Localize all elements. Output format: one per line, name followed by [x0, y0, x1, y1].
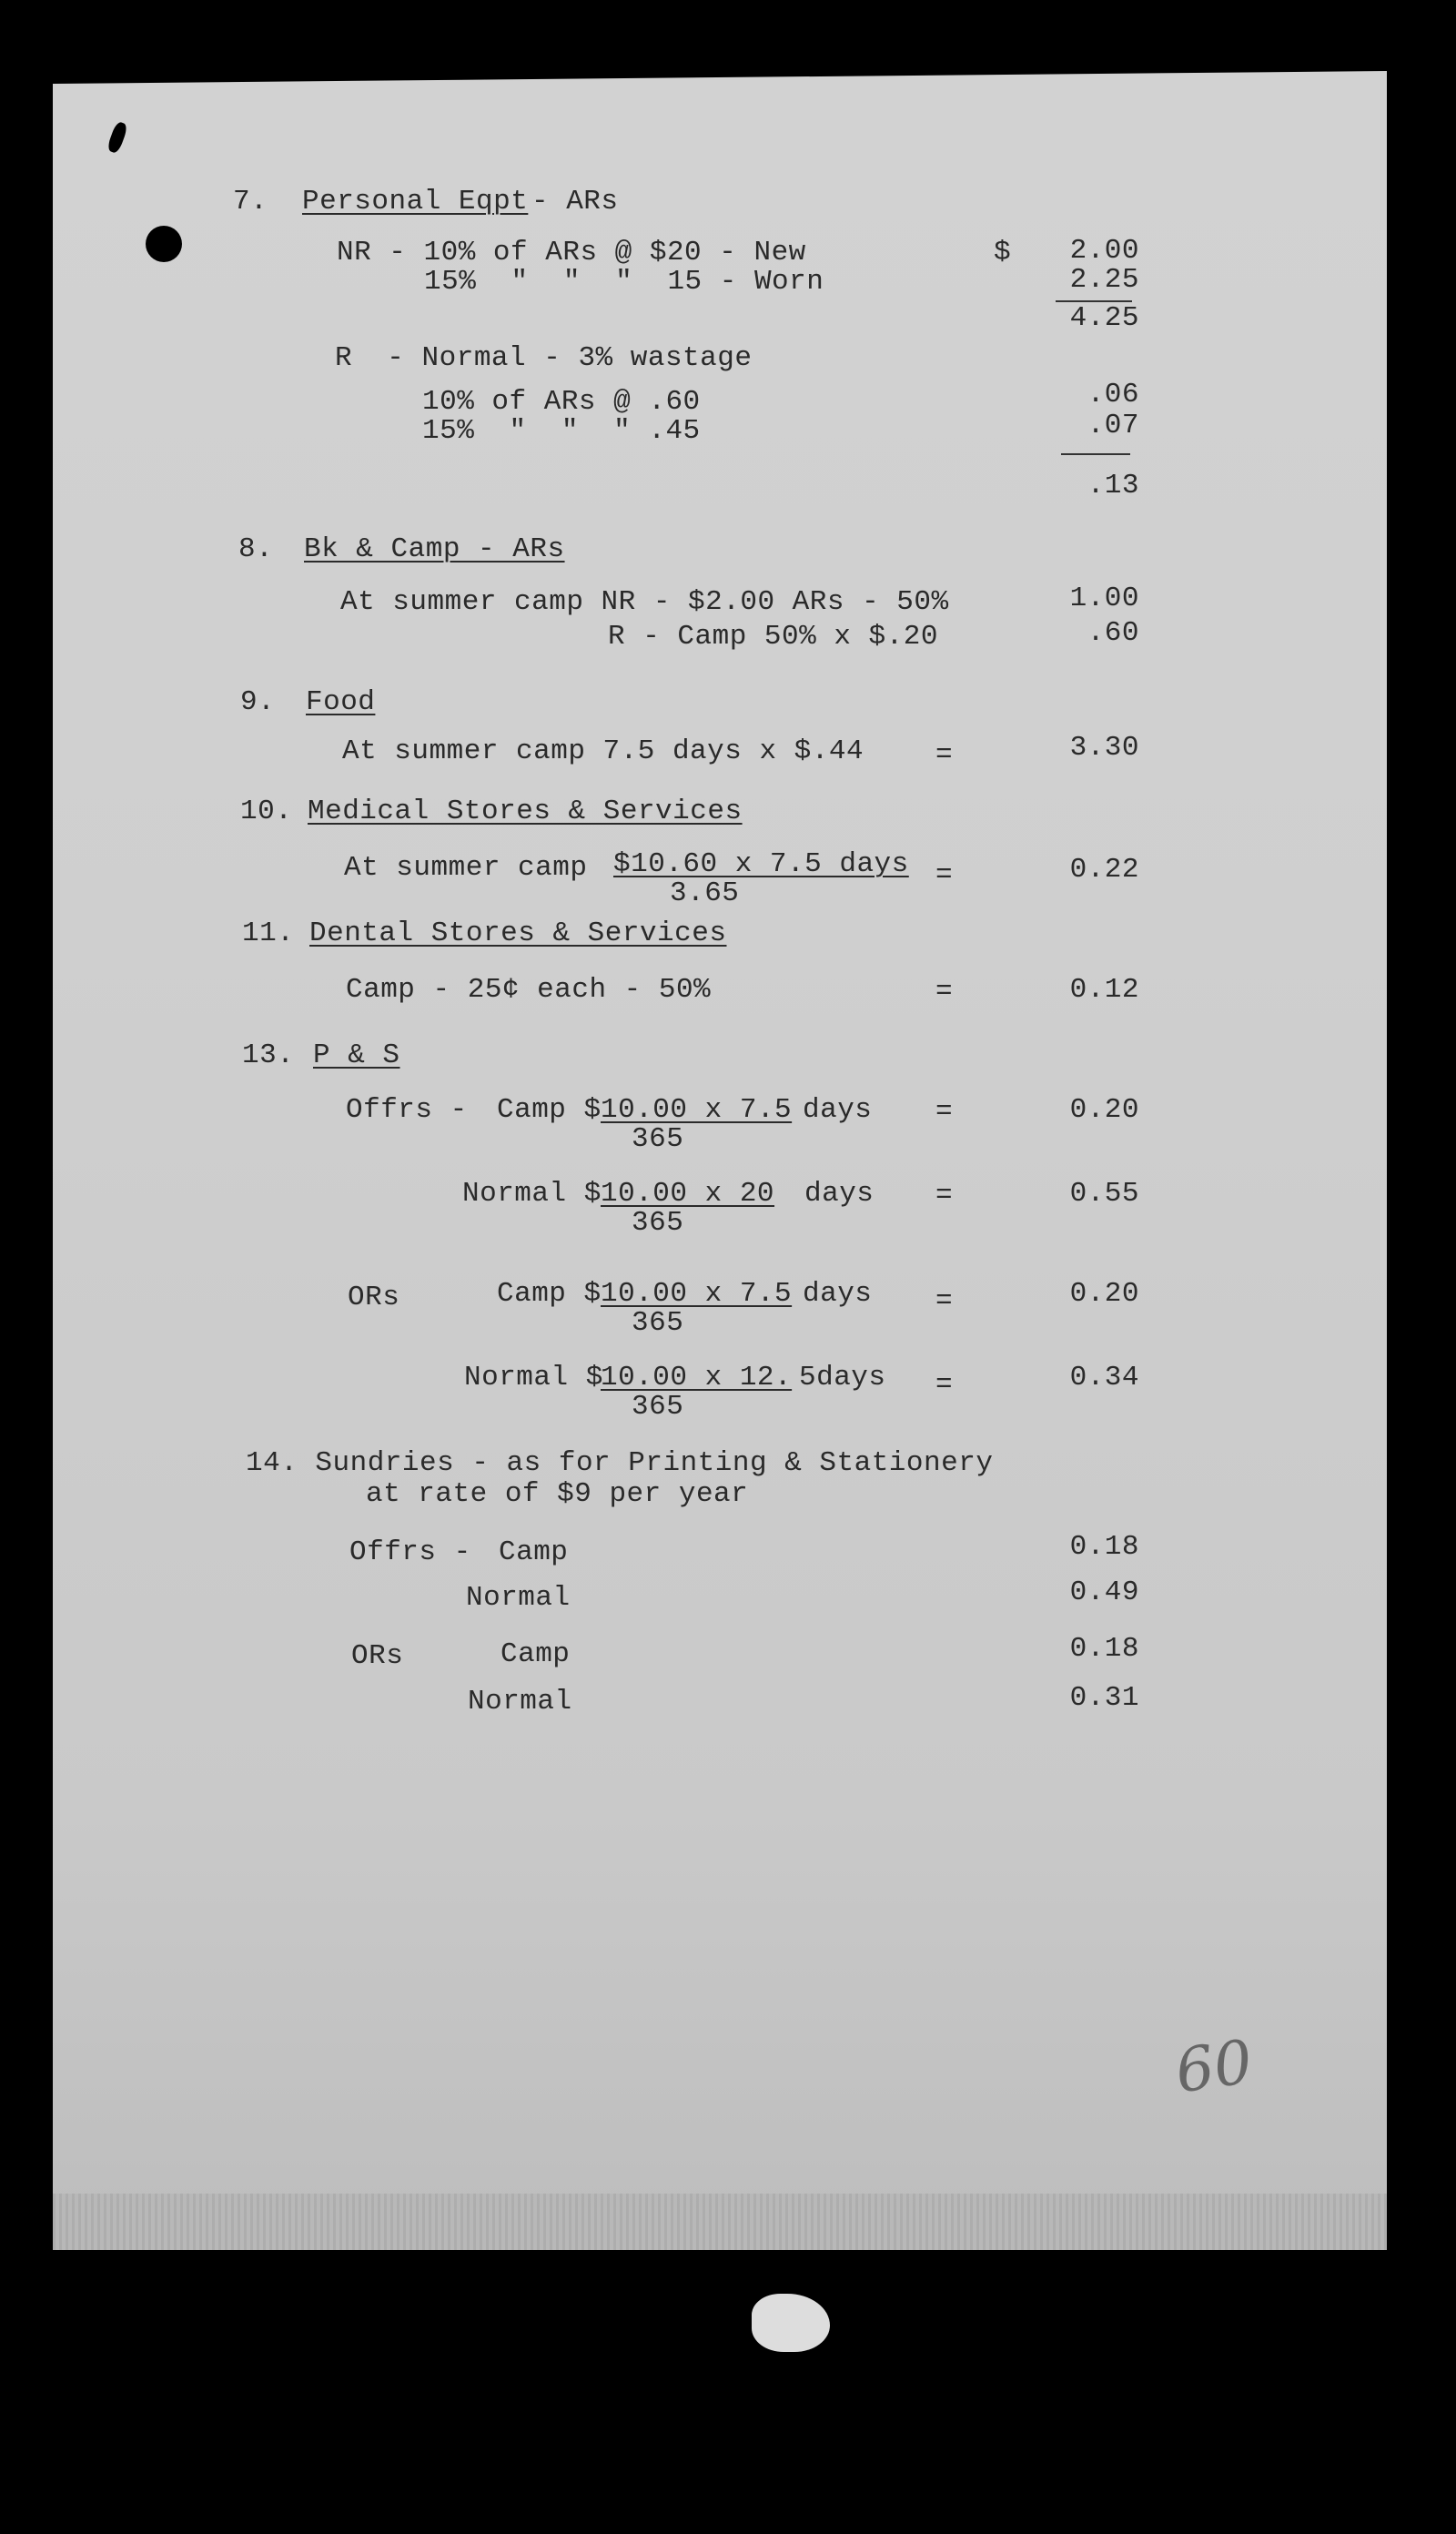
text-s7-r2: 15% " " " .45 [422, 415, 701, 447]
text-s13-title: P & S [313, 1039, 400, 1071]
text-s7-r1: 10% of ARs @ .60 [422, 386, 701, 418]
amount-a-018b: 0.18 [1069, 1633, 1139, 1665]
equals-eq-9: = [935, 739, 954, 771]
text-s9-num: 9. [240, 686, 276, 718]
text-s14-c2: Camp [500, 1638, 571, 1670]
amount-a-020b: 0.20 [1069, 1278, 1139, 1310]
amount-a-018a: 0.18 [1069, 1531, 1139, 1563]
amount-a-13: .13 [1087, 470, 1139, 502]
text-s7-dollar: $ [994, 237, 1012, 269]
text-s13-num: 13. [242, 1039, 295, 1071]
text-s13-b2: 10.00 x 20 [601, 1178, 775, 1210]
text-s7-num: 7. [233, 186, 268, 218]
amount-a-60: .60 [1087, 617, 1139, 649]
punch-hole-mark [146, 226, 182, 262]
text-s7-r: R - Normal - 3% wastage [335, 342, 753, 374]
amount-a-100: 1.00 [1069, 583, 1139, 614]
text-s13-b4: 365 [632, 1207, 684, 1239]
equals-eq-13d: = [935, 1369, 954, 1401]
amount-a-06: .06 [1087, 379, 1139, 411]
text-s13-c4: 365 [632, 1307, 684, 1339]
text-s13-a3: days [803, 1094, 873, 1126]
text-s8-l2: R - Camp 50% x $.20 [608, 621, 938, 653]
amount-a-425: 4.25 [1069, 302, 1139, 334]
scan-debris-mark [752, 2294, 830, 2352]
amount-a-020a: 0.20 [1069, 1094, 1139, 1126]
text-s13-b1: Normal $ [462, 1178, 602, 1210]
equals-eq-10: = [935, 859, 954, 891]
text-s13-a1: Camp $ [497, 1094, 602, 1126]
total-rule-1 [1056, 300, 1132, 302]
amount-a-225: 2.25 [1069, 264, 1139, 296]
total-rule-2 [1061, 453, 1130, 455]
text-s13-a4: 365 [632, 1123, 684, 1155]
text-s7-nr2: 15% " " " 15 - Worn [424, 266, 824, 298]
text-s13-a2: 10.00 x 7.5 [601, 1094, 793, 1126]
text-s13-offrs: Offrs - [346, 1094, 468, 1126]
equals-eq-11: = [935, 976, 954, 1008]
text-s14-l1: 14. Sundries - as for Printing & Stationery [246, 1447, 994, 1479]
text-s7-nr1: NR - 10% of ARs @ $20 - New [337, 237, 806, 269]
text-s8-l1: At summer camp NR - $2.00 ARs - 50% [340, 586, 949, 618]
amount-a-055: 0.55 [1069, 1178, 1139, 1210]
text-s11-title: Dental Stores & Services [309, 917, 727, 949]
text-s13-c1: Camp $ [497, 1278, 602, 1310]
text-s13-d2: 10.00 x 12. [601, 1362, 793, 1394]
text-s11-num: 11. [242, 917, 295, 949]
text-s13-d3: 5days [799, 1362, 886, 1394]
text-s14-l2: at rate of $9 per year [366, 1478, 749, 1510]
text-s7-title: Personal Eqpt [302, 186, 529, 218]
equals-eq-13c: = [935, 1285, 954, 1317]
text-s9-l1: At summer camp 7.5 days x $.44 [342, 735, 864, 767]
text-s8-num: 8. [238, 533, 274, 565]
text-s11-l1: Camp - 25¢ each - 50% [346, 974, 712, 1006]
amount-a-049: 0.49 [1069, 1576, 1139, 1608]
text-s13-c3: days [803, 1278, 873, 1310]
text-s13-b3: days [804, 1178, 875, 1210]
amount-a-022: 0.22 [1069, 854, 1139, 886]
text-s14-ors: ORs [351, 1640, 404, 1672]
amount-a-031: 0.31 [1069, 1682, 1139, 1714]
text-s14-n1: Normal [466, 1582, 571, 1614]
amount-a-034: 0.34 [1069, 1362, 1139, 1394]
text-s10-num: 10. [240, 796, 293, 827]
handwritten-page-number: 60 [1171, 2026, 1257, 2107]
document-page [53, 71, 1387, 2250]
amount-a-012: 0.12 [1069, 974, 1139, 1006]
text-s14-offrs: Offrs - [349, 1536, 471, 1568]
text-s13-c2: 10.00 x 7.5 [601, 1278, 793, 1310]
text-s13-d4: 365 [632, 1391, 684, 1423]
amount-a-07: .07 [1087, 410, 1139, 441]
text-s13-d1: Normal $ [464, 1362, 603, 1394]
equals-eq-13a: = [935, 1096, 954, 1128]
equals-eq-13b: = [935, 1180, 954, 1211]
text-s10-l1: At summer camp [344, 852, 588, 884]
text-s14-c1: Camp [499, 1536, 569, 1568]
scan-edge-band [53, 2194, 1387, 2250]
text-s13-ors: ORs [348, 1282, 400, 1313]
amount-a-330: 3.30 [1069, 732, 1139, 764]
text-s10-f2: 3.65 [670, 877, 740, 909]
text-s14-n2: Normal [468, 1686, 572, 1718]
text-s9-title: Food [306, 686, 376, 718]
text-s10-title: Medical Stores & Services [308, 796, 743, 827]
text-s10-f1: $10.60 x 7.5 days [613, 848, 909, 880]
text-s7-title-b: - ARs [531, 186, 619, 218]
amount-a-200: 2.00 [1069, 235, 1139, 267]
text-s8-title: Bk & Camp - ARs [304, 533, 565, 565]
